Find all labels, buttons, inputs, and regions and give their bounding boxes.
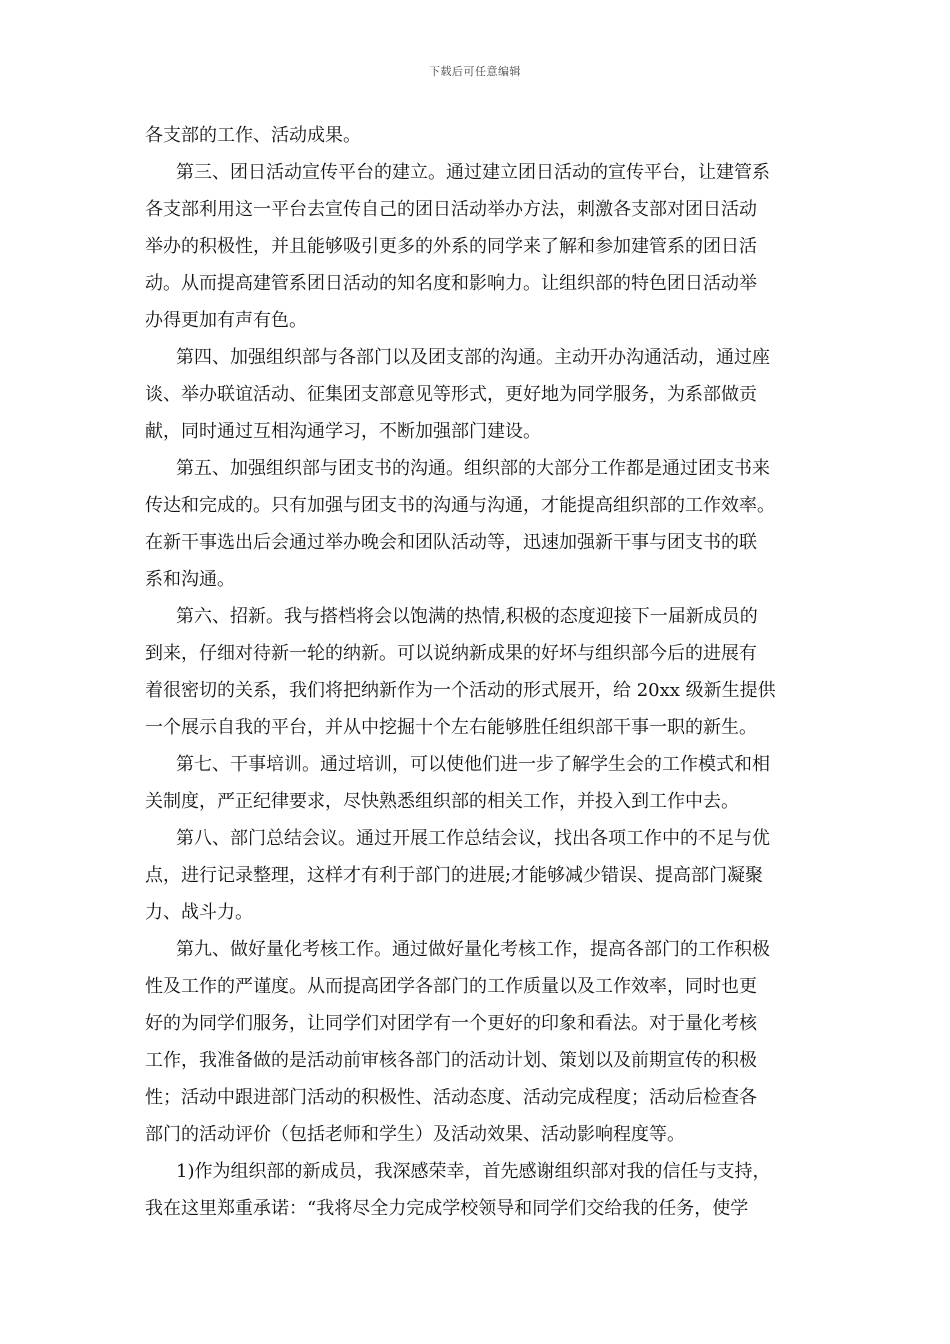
text-line: 各支部利用这一平台去宣传自己的团日活动举办方法，刺激各支部对团日活动 [145,199,757,220]
text-line: 第九、做好量化考核工作。通过做好量化考核工作，提高各部门的工作积极 [176,939,770,960]
text-line: 各支部的工作、活动成果。 [145,125,361,146]
text-line: 一个展示自我的平台，并从中挖掘十个左右能够胜任组织部干事一职的新生。 [145,717,757,738]
text-line: 举办的积极性，并且能够吸引更多的外系的同学来了解和参加建管系的团日活 [145,236,757,257]
text-line: 点，进行记录整理，这样才有利于部门的进展;才能够减少错误、提高部门凝聚 [145,865,764,886]
text-line: 部门的活动评价（包括老师和学生）及活动效果、活动影响程度等。 [145,1124,685,1145]
text-line: 系和沟通。 [145,569,235,590]
text-line: 谈、举办联谊活动、征集团支部意见等形式，更好地为同学服务，为系部做贡 [145,384,757,405]
page-header: 下载后可任意编辑 [429,65,521,78]
text-line: 第八、部门总结会议。通过开展工作总结会议，找出各项工作中的不足与优 [176,828,770,849]
text-line: 1)作为组织部的新成员，我深感荣幸，首先感谢组织部对我的信任与支持， [176,1161,771,1182]
text-line: 到来，仔细对待新一轮的纳新。可以说纳新成果的好坏与组织部今后的进展有 [145,643,757,664]
text-line: 工作，我准备做的是活动前审核各部门的活动计划、策划以及前期宣传的积极 [145,1050,757,1071]
text-line: 办得更加有声有色。 [145,310,307,331]
text-line: 第七、干事培训。通过培训，可以使他们进一步了解学生会的工作模式和相 [176,754,770,775]
text-line: 第四、加强组织部与各部门以及团支部的沟通。主动开办沟通活动，通过座 [176,347,770,368]
text-line: 我在这里郑重承诺：“我将尽全力完成学校领导和同学们交给我的任务，使学 [145,1198,749,1219]
text-line: 第六、招新。我与搭档将会以饱满的热情,积极的态度迎接下一届新成员的 [176,606,758,627]
text-line: 第三、团日活动宣传平台的建立。通过建立团日活动的宣传平台，让建管系 [176,162,770,183]
text-line: 着很密切的关系，我们将把纳新作为一个活动的形式展开，给 20xx 级新生提供 [145,680,776,701]
text-line: 好的为同学们服务，让同学们对团学有一个更好的印象和看法。对于量化考核 [145,1013,757,1034]
text-line: 献，同时通过互相沟通学习，不断加强部门建设。 [145,421,541,442]
text-line: 性及工作的严谨度。从而提高团学各部门的工作质量以及工作效率，同时也更 [145,976,757,997]
text-line: 关制度，严正纪律要求，尽快熟悉组织部的相关工作，并投入到工作中去。 [145,791,739,812]
text-line: 传达和完成的。只有加强与团支书的沟通与沟通，才能提高组织部的工作效率。 [145,495,775,516]
text-line: 力、战斗力。 [145,902,253,923]
text-line: 性；活动中跟进部门活动的积极性、活动态度、活动完成程度；活动后检查各 [145,1087,757,1108]
text-line: 在新干事选出后会通过举办晚会和团队活动等，迅速加强新干事与团支书的联 [145,532,757,553]
text-line: 动。从而提高建管系团日活动的知名度和影响力。让组织部的特色团日活动举 [145,273,757,294]
text-line: 第五、加强组织部与团支书的沟通。组织部的大部分工作都是通过团支书来 [176,458,770,479]
document-body [145,117,810,1227]
